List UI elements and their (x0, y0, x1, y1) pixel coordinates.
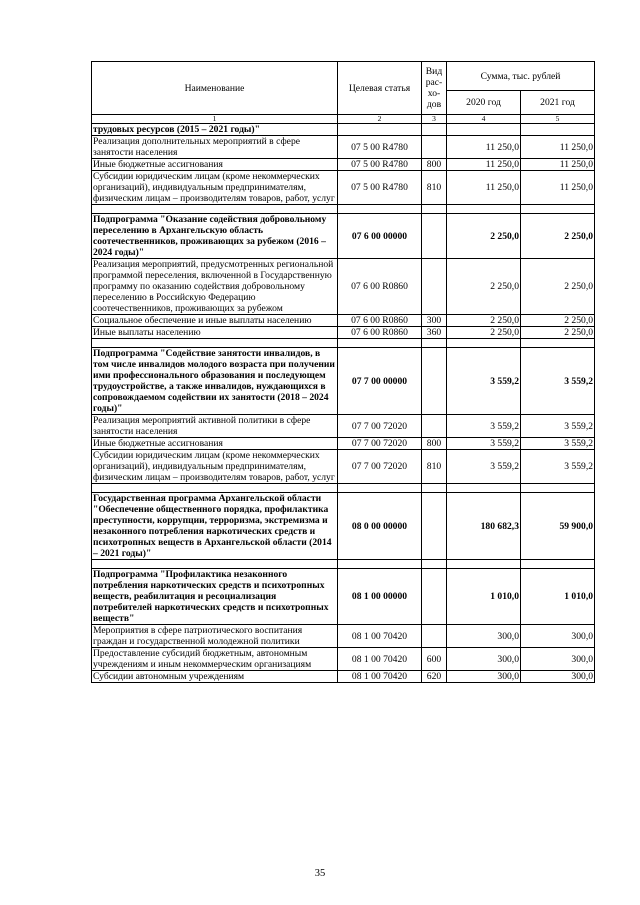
row-expense-type (422, 214, 447, 259)
row-amount-2020: 11 250,0 (447, 159, 521, 171)
row-amount-2020: 300,0 (447, 671, 521, 683)
row-expense-type (422, 569, 447, 625)
row-amount-2021: 300,0 (521, 671, 595, 683)
table-row (92, 136, 595, 159)
row-expense-type (422, 339, 447, 348)
row-target-article: 07 6 00 R0860 (338, 259, 422, 315)
row-amount-2020: 3 559,2 (447, 450, 521, 484)
table-row (92, 348, 595, 415)
row-amount-2020: 2 250,0 (447, 315, 521, 327)
row-amount-2021: 300,0 (521, 625, 595, 648)
row-amount-2021: 3 559,2 (521, 415, 595, 438)
row-amount-2021: 59 900,0 (521, 493, 595, 560)
row-target-article: 08 1 00 70420 (338, 648, 422, 671)
row-expense-type: 600 (422, 648, 447, 671)
row-name: Субсидии юридическим лицам (кроме некоммерческих организаций), индивидуальным предпринимателям, физическим лицам – производителям товаров, работ, услуг (92, 171, 338, 205)
row-amount-2021: 1 010,0 (521, 569, 595, 625)
row-amount-2020 (447, 124, 521, 136)
row-amount-2020: 2 250,0 (447, 214, 521, 259)
row-amount-2020: 2 250,0 (447, 259, 521, 315)
header-name: Наименование (92, 62, 338, 115)
row-amount-2021: 2 250,0 (521, 214, 595, 259)
row-name: Реализация мероприятий активной политики в сфере занятости населения (92, 415, 338, 438)
table-row (92, 171, 595, 205)
row-expense-type (422, 484, 447, 493)
row-amount-2021 (521, 339, 595, 348)
row-expense-type: 810 (422, 171, 447, 205)
row-amount-2020 (447, 560, 521, 569)
row-target-article: 07 7 00 72020 (338, 438, 422, 450)
column-number: 2 (338, 115, 422, 124)
spacer-row (92, 205, 595, 214)
row-amount-2021 (521, 124, 595, 136)
table-row (92, 415, 595, 438)
row-name: Иные бюджетные ассигнования (92, 438, 338, 450)
row-amount-2021: 2 250,0 (521, 315, 595, 327)
table-row (92, 327, 595, 339)
row-expense-type: 620 (422, 671, 447, 683)
row-target-article: 07 6 00 R0860 (338, 315, 422, 327)
row-name: Мероприятия в сфере патриотического воспитания граждан и государственной молодежной политики (92, 625, 338, 648)
row-amount-2020: 2 250,0 (447, 327, 521, 339)
row-expense-type (422, 124, 447, 136)
table-row (92, 124, 595, 136)
row-amount-2021: 2 250,0 (521, 327, 595, 339)
row-expense-type: 800 (422, 438, 447, 450)
header-target-article: Целевая статья (338, 62, 422, 115)
table-row (92, 259, 595, 315)
column-numbering-row (92, 115, 595, 124)
row-target-article: 08 1 00 70420 (338, 625, 422, 648)
row-amount-2020: 1 010,0 (447, 569, 521, 625)
column-number: 5 (521, 115, 595, 124)
table-body (92, 124, 595, 683)
row-amount-2020: 180 682,3 (447, 493, 521, 560)
row-target-article: 07 5 00 R4780 (338, 171, 422, 205)
row-target-article (338, 339, 422, 348)
spacer-row (92, 560, 595, 569)
row-amount-2021 (521, 205, 595, 214)
row-name: Субсидии автономным учреждениям (92, 671, 338, 683)
row-name: Субсидии юридическим лицам (кроме некоммерческих организаций), индивидуальным предпринимателям, физическим лицам – производителям товаров, работ, услуг (92, 450, 338, 484)
row-name: Предоставление субсидий бюджетным, автономным учреждениям и иным некоммерческим организациям (92, 648, 338, 671)
row-expense-type (422, 560, 447, 569)
row-target-article: 08 1 00 70420 (338, 671, 422, 683)
row-name (92, 484, 338, 493)
row-amount-2021: 11 250,0 (521, 136, 595, 159)
table-row (92, 493, 595, 560)
spacer-row (92, 484, 595, 493)
row-name: Подпрограмма "Оказание содействия добровольному переселению в Архангельскую область соотечественников, проживающих за рубежом (2016 – 2024 годы)" (92, 214, 338, 259)
table-row (92, 625, 595, 648)
row-amount-2020: 300,0 (447, 625, 521, 648)
row-amount-2021: 3 559,2 (521, 438, 595, 450)
row-name: Реализация мероприятий, предусмотренных региональной программой переселения, включенной в Государственную программу по оказанию содействия добровольному переселению в Российскую Федерацию соотечественников, проживающих за рубежом (92, 259, 338, 315)
table-row (92, 214, 595, 259)
row-amount-2020 (447, 484, 521, 493)
row-target-article: 08 1 00 00000 (338, 569, 422, 625)
header-year-2021: 2021 год (521, 91, 595, 115)
row-target-article: 07 6 00 00000 (338, 214, 422, 259)
row-amount-2021 (521, 560, 595, 569)
row-target-article: 07 5 00 R4780 (338, 159, 422, 171)
column-number: 1 (92, 115, 338, 124)
row-target-article (338, 560, 422, 569)
row-expense-type (422, 625, 447, 648)
table-row (92, 315, 595, 327)
row-name: Государственная программа Архангельской области "Обеспечение общественного порядка, профилактика преступности, коррупции, терроризма, экстремизма и незаконного потребления наркотических средств и психотропных веществ в Архангельской области (2014 – 2021 годы)" (92, 493, 338, 560)
row-name (92, 339, 338, 348)
table-row (92, 450, 595, 484)
row-target-article: 07 6 00 R0860 (338, 327, 422, 339)
row-name (92, 560, 338, 569)
column-number: 4 (447, 115, 521, 124)
row-name: Иные бюджетные ассигнования (92, 159, 338, 171)
row-expense-type (422, 205, 447, 214)
header-expense-type: Вид рас-хо-дов (422, 62, 447, 115)
row-name: Иные выплаты населению (92, 327, 338, 339)
row-expense-type (422, 259, 447, 315)
row-amount-2021: 3 559,2 (521, 450, 595, 484)
row-expense-type (422, 348, 447, 415)
row-name: Социальное обеспечение и иные выплаты населению (92, 315, 338, 327)
row-amount-2020: 3 559,2 (447, 348, 521, 415)
row-amount-2021: 2 250,0 (521, 259, 595, 315)
row-target-article (338, 205, 422, 214)
row-expense-type: 810 (422, 450, 447, 484)
row-amount-2020: 3 559,2 (447, 438, 521, 450)
row-amount-2021: 11 250,0 (521, 171, 595, 205)
row-amount-2021: 11 250,0 (521, 159, 595, 171)
row-target-article: 07 7 00 00000 (338, 348, 422, 415)
row-expense-type: 360 (422, 327, 447, 339)
row-target-article (338, 124, 422, 136)
row-target-article: 07 5 00 R4780 (338, 136, 422, 159)
row-name: Подпрограмма "Содействие занятости инвалидов, в том числе инвалидов молодого возраста при получении ими профессионального образования и последующем трудоустройстве, а также инвалидов, нуждающихся в сопровождаемом содействии их занятости (2018 – 2024 годы)" (92, 348, 338, 415)
row-name: Реализация дополнительных мероприятий в сфере занятости населения (92, 136, 338, 159)
row-target-article: 08 0 00 00000 (338, 493, 422, 560)
budget-table (91, 61, 595, 683)
row-expense-type (422, 493, 447, 560)
table-row (92, 648, 595, 671)
row-amount-2020: 11 250,0 (447, 136, 521, 159)
table-row (92, 671, 595, 683)
row-name (92, 205, 338, 214)
row-amount-2021: 300,0 (521, 648, 595, 671)
row-name: трудовых ресурсов (2015 – 2021 годы)" (92, 124, 338, 136)
table-row (92, 438, 595, 450)
row-target-article: 07 7 00 72020 (338, 415, 422, 438)
table-row (92, 569, 595, 625)
row-amount-2020: 3 559,2 (447, 415, 521, 438)
column-number: 3 (422, 115, 447, 124)
row-amount-2020 (447, 339, 521, 348)
row-expense-type: 300 (422, 315, 447, 327)
row-amount-2020: 11 250,0 (447, 171, 521, 205)
row-target-article (338, 484, 422, 493)
row-name: Подпрограмма "Профилактика незаконного потребления наркотических средств и психотропных веществ, реабилитация и ресоциализация потребителей наркотических средств и психотропных веществ" (92, 569, 338, 625)
row-amount-2021: 3 559,2 (521, 348, 595, 415)
row-target-article: 07 7 00 72020 (338, 450, 422, 484)
header-year-2020: 2020 год (447, 91, 521, 115)
row-amount-2020 (447, 205, 521, 214)
row-amount-2021 (521, 484, 595, 493)
page-number: 35 (314, 868, 326, 879)
spacer-row (92, 339, 595, 348)
row-expense-type (422, 415, 447, 438)
header-sum: Сумма, тыс. рублей (447, 62, 595, 91)
table-row (92, 159, 595, 171)
row-expense-type (422, 136, 447, 159)
row-amount-2020: 300,0 (447, 648, 521, 671)
row-expense-type: 800 (422, 159, 447, 171)
